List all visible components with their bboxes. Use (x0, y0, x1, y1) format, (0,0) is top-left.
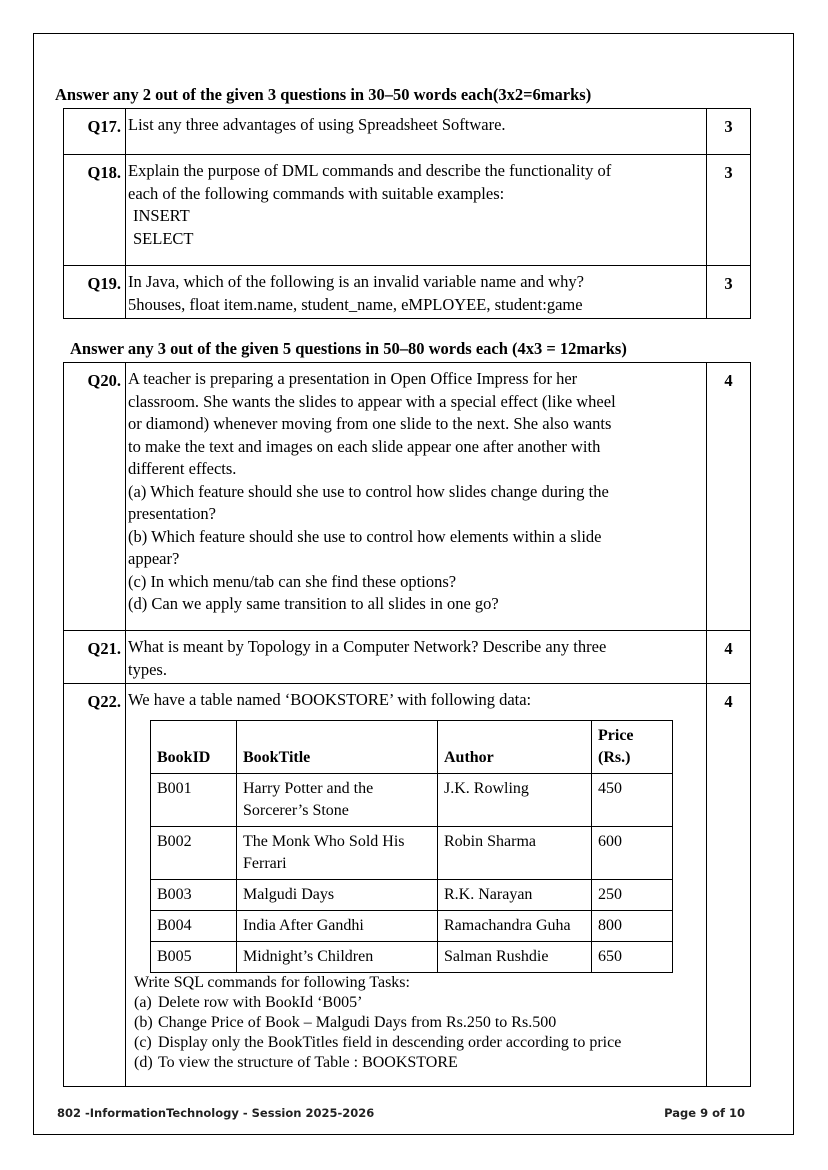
task-text: Delete row with BookId ‘B005’ (158, 993, 363, 1011)
table-cell: Harry Potter and the Sorcerer’s Stone (237, 773, 438, 826)
tasks-heading: Write SQL commands for following Tasks: (134, 973, 410, 991)
table-cell: 800 (592, 910, 673, 941)
table-cell: Malgudi Days (237, 879, 438, 910)
text-line: (d) Can we apply same transition to all slides in one go? (128, 594, 499, 613)
table-cell: J.K. Rowling (438, 773, 592, 826)
column-header: BookID (151, 720, 237, 773)
marks: 4 (707, 631, 751, 684)
table-cell: B005 (151, 941, 237, 972)
text-line: (a) Which feature should she use to control how slides change during the (128, 481, 609, 501)
table-cell: B004 (151, 910, 237, 941)
marks: 4 (707, 684, 751, 1087)
question-row-q22 (64, 684, 751, 1087)
question-number: Q19. (64, 266, 126, 319)
text-line: (c) In which menu/tab can she find these options? (128, 571, 457, 591)
section1-table (63, 108, 751, 319)
text-line: A teacher is preparing a presentation in Open Office Impress for her (128, 369, 578, 388)
task-item (134, 1033, 702, 1053)
question-intro: We have a table named ‘BOOKSTORE’ with following data: (128, 690, 532, 709)
table-cell: R.K. Narayan (438, 879, 592, 910)
question-number: Q17. (64, 109, 126, 155)
table-cell: The Monk Who Sold His Ferrari (237, 826, 438, 879)
text-line: different effects. (128, 459, 237, 478)
task-label: (d) (134, 1053, 153, 1071)
text-line: appear? (128, 549, 180, 568)
question-number: Q22. (64, 684, 126, 1087)
table-cell: Ramachandra Guha (438, 910, 592, 941)
text-line: INSERT (133, 206, 190, 225)
text-line: 5houses, float item.name, student_name, eMPLOYEE, student:game (128, 294, 583, 314)
text-line: classroom. She wants the slides to appear with a special effect (like wheel (128, 391, 616, 411)
text-line: (b) Which feature should she use to control how elements within a slide (128, 526, 602, 546)
task-item (134, 1053, 702, 1073)
task-item (134, 1013, 702, 1033)
table-row (151, 941, 673, 972)
section1-heading: Answer any 2 out of the given 3 questions in 30–50 words each(3x2=6marks) (55, 85, 592, 104)
bookstore-table (150, 720, 673, 973)
question-number: Q20. (64, 363, 126, 631)
task-text: Change Price of Book – Malgudi Days from Rs.250 to Rs.500 (158, 1013, 557, 1031)
section2-heading: Answer any 3 out of the given 5 questions in 50–80 words each (4x3 = 12marks) (70, 339, 627, 358)
task-label: (a) (134, 993, 152, 1011)
task-item (134, 993, 702, 1013)
column-header: Author (438, 720, 592, 773)
text-line: types. (128, 659, 167, 679)
marks: 4 (707, 363, 751, 631)
question-text (126, 109, 707, 155)
table-cell: B002 (151, 826, 237, 879)
table-header-row (151, 720, 673, 773)
table-row (151, 773, 673, 826)
table-row (151, 879, 673, 910)
question-row-q18 (64, 155, 751, 266)
marks: 3 (707, 266, 751, 319)
text-line: In Java, which of the following is an invalid variable name and why? (128, 272, 584, 291)
text-line: Explain the purpose of DML commands and describe the functionality of (128, 161, 612, 180)
footer-left: 802 -InformationTechnology - Session 2025-2026 (57, 1106, 375, 1120)
table-cell: 650 (592, 941, 673, 972)
task-label: (c) (134, 1033, 152, 1051)
task-text: Display only the BookTitles field in descending order according to price (158, 1033, 622, 1051)
question-number: Q21. (64, 631, 126, 684)
text-line: presentation? (128, 504, 216, 523)
table-cell: B003 (151, 879, 237, 910)
question-text (126, 363, 707, 631)
table-cell: 250 (592, 879, 673, 910)
table-cell: B001 (151, 773, 237, 826)
column-header: BookTitle (237, 720, 438, 773)
text-line: List any three advantages of using Spreadsheet Software. (128, 115, 506, 134)
question-row-q20 (64, 363, 751, 631)
question-row-q19 (64, 266, 751, 319)
table-cell: Salman Rushdie (438, 941, 592, 972)
question-text (126, 631, 707, 684)
table-cell: 600 (592, 826, 673, 879)
question-text (126, 684, 707, 1087)
question-text (126, 155, 707, 266)
task-text: To view the structure of Table : BOOKSTORE (158, 1053, 458, 1071)
table-row (151, 910, 673, 941)
table-cell: Midnight’s Children (237, 941, 438, 972)
table-row (151, 826, 673, 879)
question-number: Q18. (64, 155, 126, 266)
column-header: Price (Rs.) (592, 720, 673, 773)
question-row-q17 (64, 109, 751, 155)
question-text (126, 266, 707, 319)
task-list (134, 973, 702, 1073)
task-label: (b) (134, 1013, 153, 1031)
table-cell: Robin Sharma (438, 826, 592, 879)
table-cell: India After Gandhi (237, 910, 438, 941)
table-cell: 450 (592, 773, 673, 826)
marks: 3 (707, 109, 751, 155)
text-line: SELECT (133, 228, 194, 248)
text-line: to make the text and images on each slide appear one after another with (128, 436, 601, 456)
text-line: or diamond) whenever moving from one slide to the next. She also wants (128, 414, 612, 433)
footer-page-number: Page 9 of 10 (664, 1106, 745, 1120)
text-line: each of the following commands with suitable examples: (128, 183, 505, 203)
question-row-q21 (64, 631, 751, 684)
marks: 3 (707, 155, 751, 266)
text-line: What is meant by Topology in a Computer Network? Describe any three (128, 637, 607, 656)
section2-table (63, 362, 751, 1087)
